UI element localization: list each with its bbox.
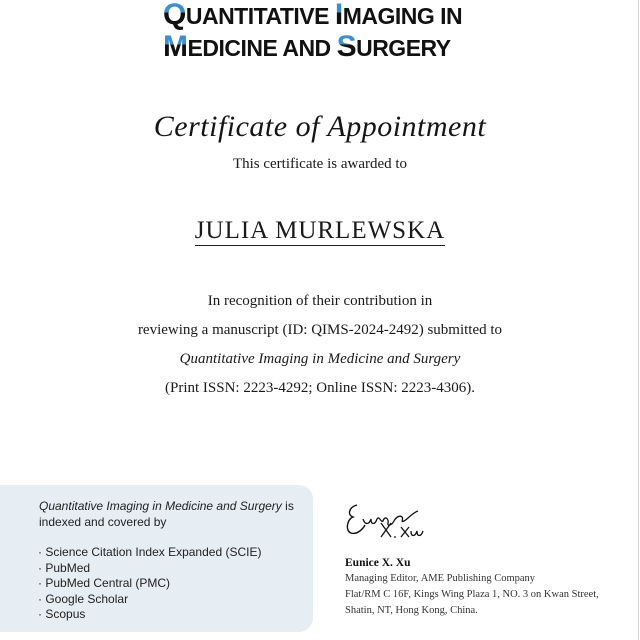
indexing-journal-name: Quantitative Imaging in Medicine and Surgery <box>39 499 282 513</box>
signature-image <box>343 497 443 547</box>
indexing-intro-suffix: is indexed and covered by <box>39 499 294 529</box>
logo-word-surgery: URGERY <box>356 35 451 61</box>
index-item-scopus: · Scopus <box>38 607 261 623</box>
signer-block <box>345 555 599 619</box>
logo-cap-s: S <box>336 30 357 63</box>
signer-name: Eunice X. Xu <box>345 557 411 569</box>
logo-word-imaging: MAGING IN <box>342 3 463 29</box>
logo-word-quantitative: UANTITATIVE <box>185 3 335 29</box>
logo-cap-q: Q <box>163 0 186 31</box>
awarded-to-label: This certificate is awarded to <box>232 156 408 172</box>
indexing-intro <box>39 498 309 530</box>
index-item-scie: · Science Citation Index Expanded (SCIE) <box>38 545 261 561</box>
signer-address-line-2: Shatin, NT, Hong Kong, China. <box>345 605 478 616</box>
recognition-line-1: In recognition of their contribution in <box>207 293 433 309</box>
index-item-google-scholar: · Google Scholar <box>38 592 261 608</box>
journal-name-line: Quantitative Imaging in Medicine and Surgery <box>179 351 461 367</box>
signer-title: Managing Editor, AME Publishing Company <box>345 573 536 584</box>
index-item-pubmed: · PubMed <box>38 561 261 577</box>
signer-address-line-1: Flat/RM C 16F, Kings Wing Plaza 1, NO. 3 on Kwan Street, <box>345 589 599 600</box>
recipient-name-block <box>0 217 640 245</box>
issn-line: (Print ISSN: 2223-4292; Online ISSN: 2223-4306). <box>164 380 475 396</box>
logo-line-1 <box>163 0 493 32</box>
logo-cap-i: I <box>334 0 343 31</box>
journal-logo <box>163 0 493 64</box>
indexing-info-box <box>0 485 313 632</box>
certificate-title: Certificate of Appointment <box>153 110 487 143</box>
logo-line-2 <box>163 32 493 64</box>
indexing-list <box>38 545 261 623</box>
logo-word-medicine: EDICINE AND <box>187 35 337 61</box>
index-item-pmc: · PubMed Central (PMC) <box>38 576 261 592</box>
recipient-name: JULIA MURLEWSKA <box>194 217 446 244</box>
logo-cap-m: M <box>163 30 188 63</box>
recognition-text <box>0 287 640 403</box>
recognition-line-2: reviewing a manuscript (ID: QIMS-2024-2492) submitted to <box>137 322 503 338</box>
